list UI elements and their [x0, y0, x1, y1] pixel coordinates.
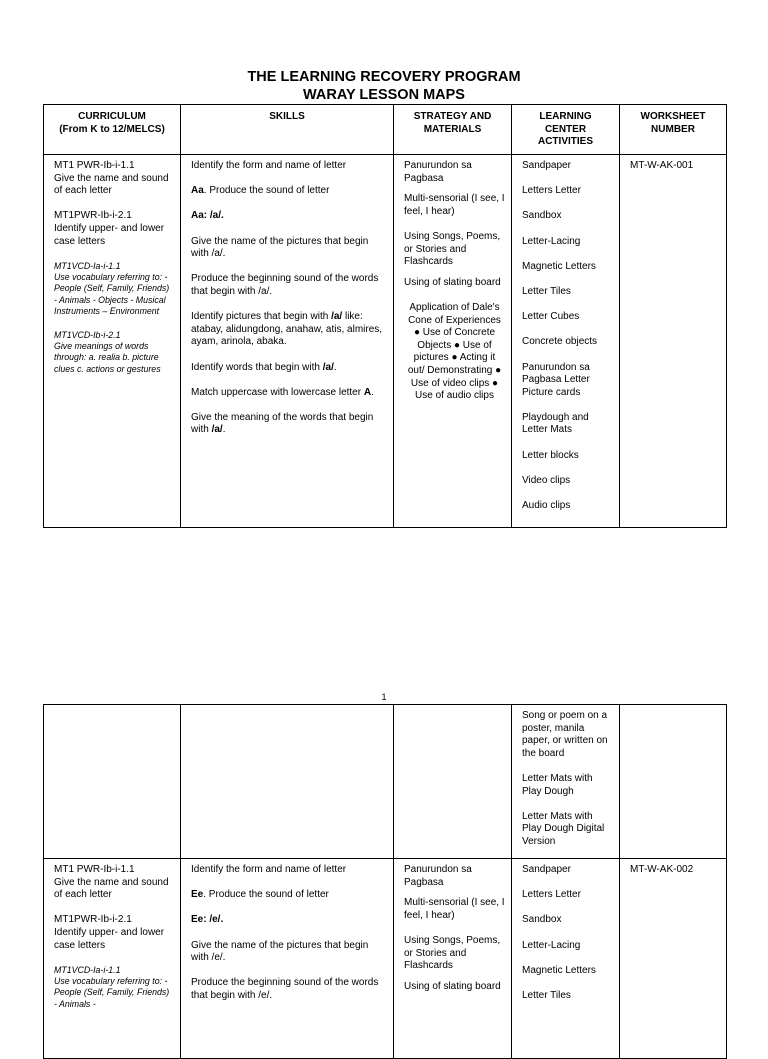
- activities-cell: [512, 705, 620, 859]
- skill-item: Produce the beginning sound of the words that begin with /e/.: [191, 977, 379, 1001]
- worksheet-number: MT-W-AK-001: [630, 160, 694, 171]
- activity-item: Magnetic Letters: [522, 260, 596, 272]
- skills-cell: [181, 705, 394, 859]
- skills-cell: [181, 859, 394, 1059]
- competency-code: MT1 PWR-Ib-i-1.1: [54, 160, 135, 171]
- activity-item: Letter Mats with Play Dough Digital Version: [522, 810, 605, 847]
- activity-item: Sandbox: [522, 914, 562, 926]
- skill-item: Match uppercase with lowercase letter A.: [191, 386, 374, 398]
- title-line-1: THE LEARNING RECOVERY PROGRAM: [247, 69, 521, 85]
- competency-code: MT1PWR-Ib-i-2.1: [54, 914, 132, 926]
- strategy-item: Application of Dale's Cone of Experiences ● Use of Concrete Objects ● Use of pictures ● Acting it out/ Demonstrating ● Use of video clips ● Use of audio clips: [407, 301, 502, 402]
- activity-item: Letter-Lacing: [522, 235, 581, 247]
- header-curriculum: CURRICULUM (From K to 12/MELCS): [44, 105, 181, 155]
- competency-desc: Identify upper- and lower case letters: [54, 222, 165, 247]
- activities-cell: [512, 859, 620, 1059]
- strategy-item: Using Songs, Poems, or Stories and Flashcards: [404, 230, 501, 268]
- worksheet-number: MT-W-AK-002: [630, 864, 694, 875]
- competency-desc: Identify upper- and lower case letters: [54, 926, 165, 951]
- skill-item: Produce the beginning sound of the words that begin with /a/.: [191, 273, 379, 297]
- lesson-map-table-continued: [43, 704, 727, 1059]
- competency-desc: Give the name and sound of each letter: [54, 172, 169, 197]
- document-title: [0, 68, 768, 104]
- header-strategy: STRATEGY AND MATERIALS: [394, 105, 512, 155]
- strategy-item: Using Songs, Poems, or Stories and Flashcards: [404, 934, 501, 972]
- table-header-row: [44, 105, 727, 155]
- strategy-item: Multi-sensorial (I see, I feel, I hear): [404, 897, 505, 921]
- activity-item: Sandbox: [522, 210, 562, 222]
- activity-item: Letter Tiles: [522, 989, 571, 1001]
- skills-cell: [181, 155, 394, 528]
- skill-item: Identify the form and name of letter: [191, 160, 347, 171]
- competency-code: MT1VCD-Ia-i-1.1: [54, 260, 121, 271]
- worksheet-cell: [620, 705, 727, 859]
- header-skills: SKILLS: [181, 105, 394, 155]
- activities-cell: [512, 155, 620, 528]
- activity-item: Panurundon sa Pagbasa Letter Picture cards: [522, 361, 590, 398]
- curriculum-cell: [44, 705, 181, 859]
- skill-item: Give the name of the pictures that begin with /e/.: [191, 939, 369, 964]
- skill-item: Ee: /e/.: [191, 914, 224, 926]
- strategy-cell: [394, 859, 512, 1059]
- activity-item: Letter-Lacing: [522, 939, 581, 951]
- activity-item: Letter Cubes: [522, 311, 580, 323]
- skill-item: Identify pictures that begin with /a/ like: atabay, alidungdong, anahaw, atis, almires, ayam, arinola, abaka.: [191, 311, 383, 348]
- activity-item: Letters Letter: [522, 889, 581, 901]
- competency-desc: Use vocabulary referring to: - People (Self, Family, Friends) - Animals - Objects - Musical Instruments – Environment: [54, 272, 170, 316]
- lesson-map-table: [43, 104, 727, 528]
- activity-item: Letters Letter: [522, 185, 581, 197]
- skill-item: Aa: /a/.: [191, 210, 224, 222]
- skill-item: Aa. Produce the sound of letter: [191, 185, 330, 197]
- table-row: [44, 155, 727, 528]
- curriculum-cell: [44, 859, 181, 1059]
- header-learning-center: LEARNING CENTER ACTIVITIES: [512, 105, 620, 155]
- strategy-item: Using of slating board: [404, 276, 501, 288]
- competency-desc: Give the name and sound of each letter: [54, 876, 169, 901]
- strategy-item: Panurundon sa Pagbasa: [404, 160, 472, 184]
- skill-item: Give the name of the pictures that begin with /a/.: [191, 235, 369, 260]
- competency-code: MT1PWR-Ib-i-2.1: [54, 210, 132, 222]
- curriculum-cell: [44, 155, 181, 528]
- competency-code: MT1VCD-Ib-i-2.1: [54, 329, 121, 340]
- activity-item: Magnetic Letters: [522, 964, 596, 976]
- activity-item: Concrete objects: [522, 336, 598, 348]
- table-row: [44, 859, 727, 1059]
- table-row: [44, 705, 727, 859]
- activity-item: Song or poem on a poster, manila paper, or written on the board: [522, 710, 608, 759]
- activity-item: Letter blocks: [522, 449, 579, 461]
- competency-code: MT1 PWR-Ib-i-1.1: [54, 864, 135, 875]
- header-worksheet: WORKSHEET NUMBER: [620, 105, 727, 155]
- title-line-2: WARAY LESSON MAPS: [303, 87, 465, 103]
- activity-item: Sandpaper: [522, 160, 571, 171]
- skill-item: Identify the form and name of letter: [191, 864, 347, 875]
- activity-item: Letter Tiles: [522, 285, 571, 297]
- skill-item: Give the meaning of the words that begin with /a/.: [191, 411, 374, 436]
- activity-item: Sandpaper: [522, 864, 571, 875]
- worksheet-cell: [620, 155, 727, 528]
- skill-item: Ee. Produce the sound of letter: [191, 889, 329, 901]
- competency-desc: Give meanings of words through: a. realia b. picture clues c. actions or gestures: [54, 341, 161, 374]
- activity-item: Playdough and Letter Mats: [522, 411, 589, 436]
- activity-item: Audio clips: [522, 500, 571, 512]
- page-number: 1: [381, 692, 387, 702]
- competency-desc: Use vocabulary referring to: - People (Self, Family, Friends) - Animals -: [54, 976, 170, 1009]
- skill-item: Identify words that begin with /a/.: [191, 361, 337, 373]
- strategy-item: Panurundon sa Pagbasa: [404, 864, 472, 888]
- strategy-item: Using of slating board: [404, 980, 501, 992]
- activity-item: Letter Mats with Play Dough: [522, 772, 593, 797]
- competency-code: MT1VCD-Ia-i-1.1: [54, 964, 121, 975]
- strategy-cell: [394, 155, 512, 528]
- activity-item: Video clips: [522, 474, 571, 486]
- worksheet-cell: [620, 859, 727, 1059]
- strategy-item: Multi-sensorial (I see, I feel, I hear): [404, 193, 505, 217]
- strategy-cell: [394, 705, 512, 859]
